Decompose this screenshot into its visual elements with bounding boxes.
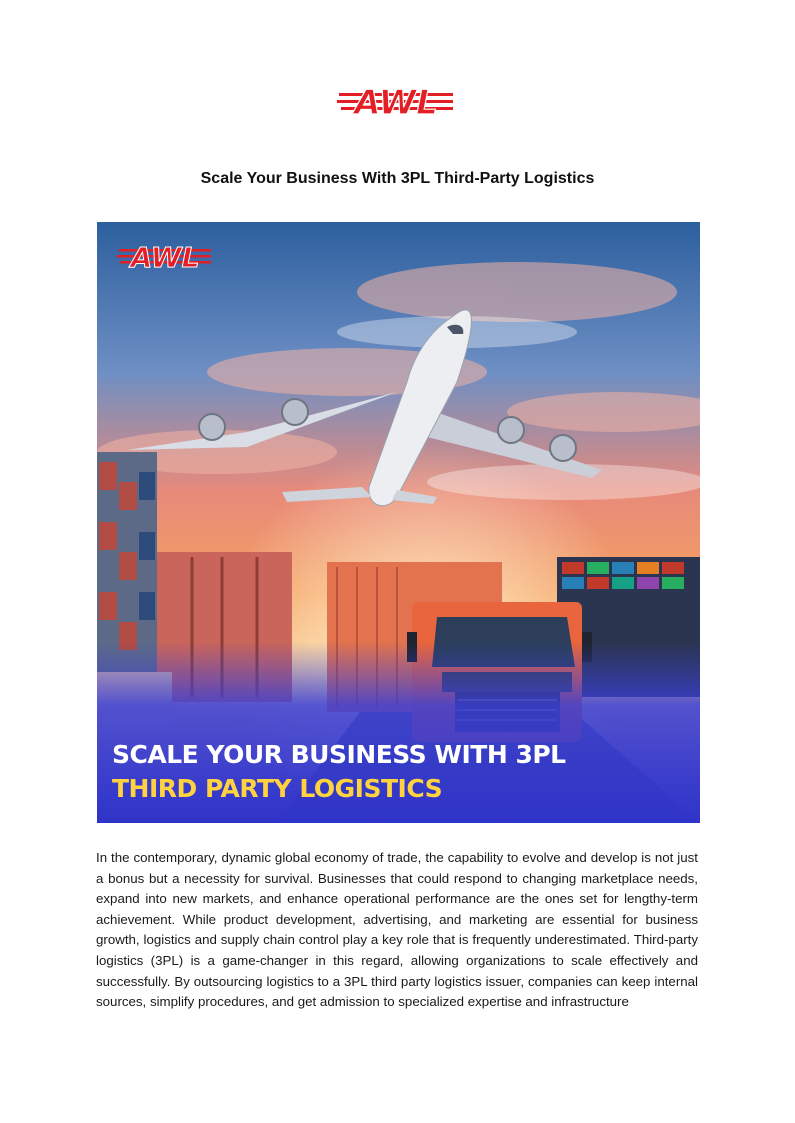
svg-text:AWL: AWL [354,83,438,122]
awl-logo [337,80,455,122]
hero-headline-line2: THIRD PARTY LOGISTICS [112,774,443,803]
page-title: Scale Your Business With 3PL Third-Party Logistics [200,170,595,187]
hero-awl-logo [117,238,213,274]
svg-text:AWL: AWL [130,241,200,274]
hero-image [97,222,700,823]
hero-headline [112,738,672,806]
hero-headline-line1: SCALE YOUR BUSINESS WITH 3PL [112,740,566,769]
article-paragraph: In the contemporary, dynamic global economy of trade, the capability to evolve and develop is not just a bonus but a necessity for survival. Businesses that could respond to changing marketplace needs, expand into new markets, and enhance operational performance are the ones set for lengthy-term achievement. While product development, advertising, and marketing are essential for business growth, logistics and supply chain control play a key role that is frequently underestimated. Third-party logistics (3PL) is a game-changer in this regard, allowing organizations to scale effectively and successfully. By outsourcing logistics to a 3PL third party logistics issuer, companies can keep internal sources, simplify procedures, and get admission to specialized expertise and infrastructure [96,850,698,1010]
